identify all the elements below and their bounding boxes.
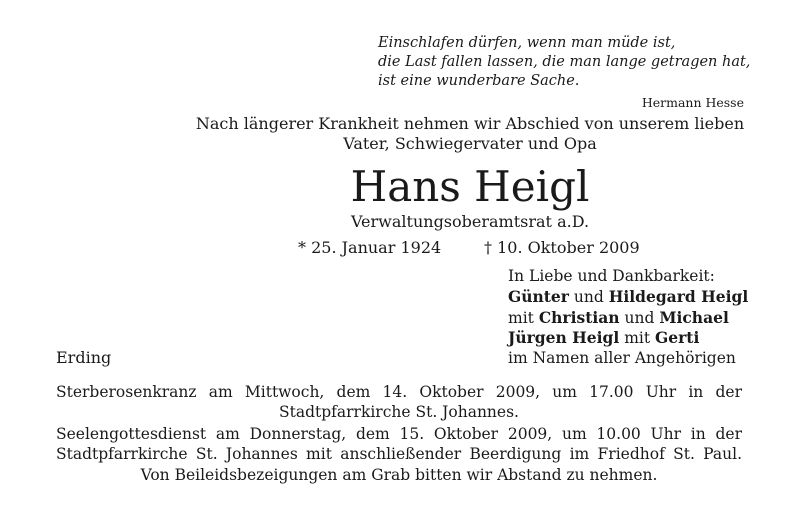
mass-line: Seelengottesdienst am Donnerstag, dem 15. Oktober 2009, um 10.00 Uhr in der [56, 425, 742, 443]
place-name: Erding [56, 348, 112, 367]
family-member: Gerti [655, 328, 700, 348]
family-signature [508, 267, 748, 369]
intro-line: Vater, Schwiegervater und Opa [343, 134, 597, 153]
family-member: Jürgen Heigl [508, 328, 620, 348]
rosary-notice [56, 383, 742, 422]
poem-quote [378, 34, 751, 110]
quote-line: die Last fallen lassen, die man lange getragen hat, [378, 54, 751, 70]
deceased-title: Verwaltungsoberamtsrat a.D. [350, 212, 590, 231]
family-line: Günter und Hildegard Heigl [508, 286, 749, 306]
quote-line: Einschlafen dürfen, wenn man müde ist, [378, 35, 676, 51]
death-date: † 10. Oktober 2009 [484, 238, 640, 257]
family-intro: In Liebe und Dankbarkeit: [508, 267, 715, 285]
quote-line: ist eine wunderbare Sache. [378, 73, 580, 89]
deceased-name: Hans Heigl [350, 162, 590, 211]
intro-line: Nach längerer Krankheit nehmen wir Abschied von unserem lieben [195, 114, 745, 133]
condolence-note: Von Beileidsbezeigungen am Grab bitten wir Abstand zu nehmen. [140, 466, 658, 484]
quote-author: Hermann Hesse [641, 95, 744, 110]
family-member: Günter [508, 286, 569, 306]
family-closing: im Namen aller Angehörigen [508, 349, 736, 368]
family-line: Jürgen Heigl mit Gerti [508, 328, 700, 348]
family-member: Hildegard Heigl [608, 286, 749, 306]
rosary-line: Sterberosenkranz am Mittwoch, dem 14. Oktober 2009, um 17.00 Uhr in der [56, 383, 742, 401]
family-member: Christian [538, 307, 620, 327]
family-line: mit Christian und Michael [508, 307, 729, 327]
rosary-line: Stadtpfarrkirche St. Johannes. [279, 402, 519, 421]
funeral-mass-notice [56, 425, 742, 464]
farewell-intro [150, 114, 790, 154]
family-member: Michael [659, 307, 729, 327]
mass-line: Stadtpfarrkirche St. Johannes mit anschließender Beerdigung im Friedhof St. Paul. [56, 444, 742, 463]
birth-date: * 25. Januar 1924 [298, 238, 442, 257]
